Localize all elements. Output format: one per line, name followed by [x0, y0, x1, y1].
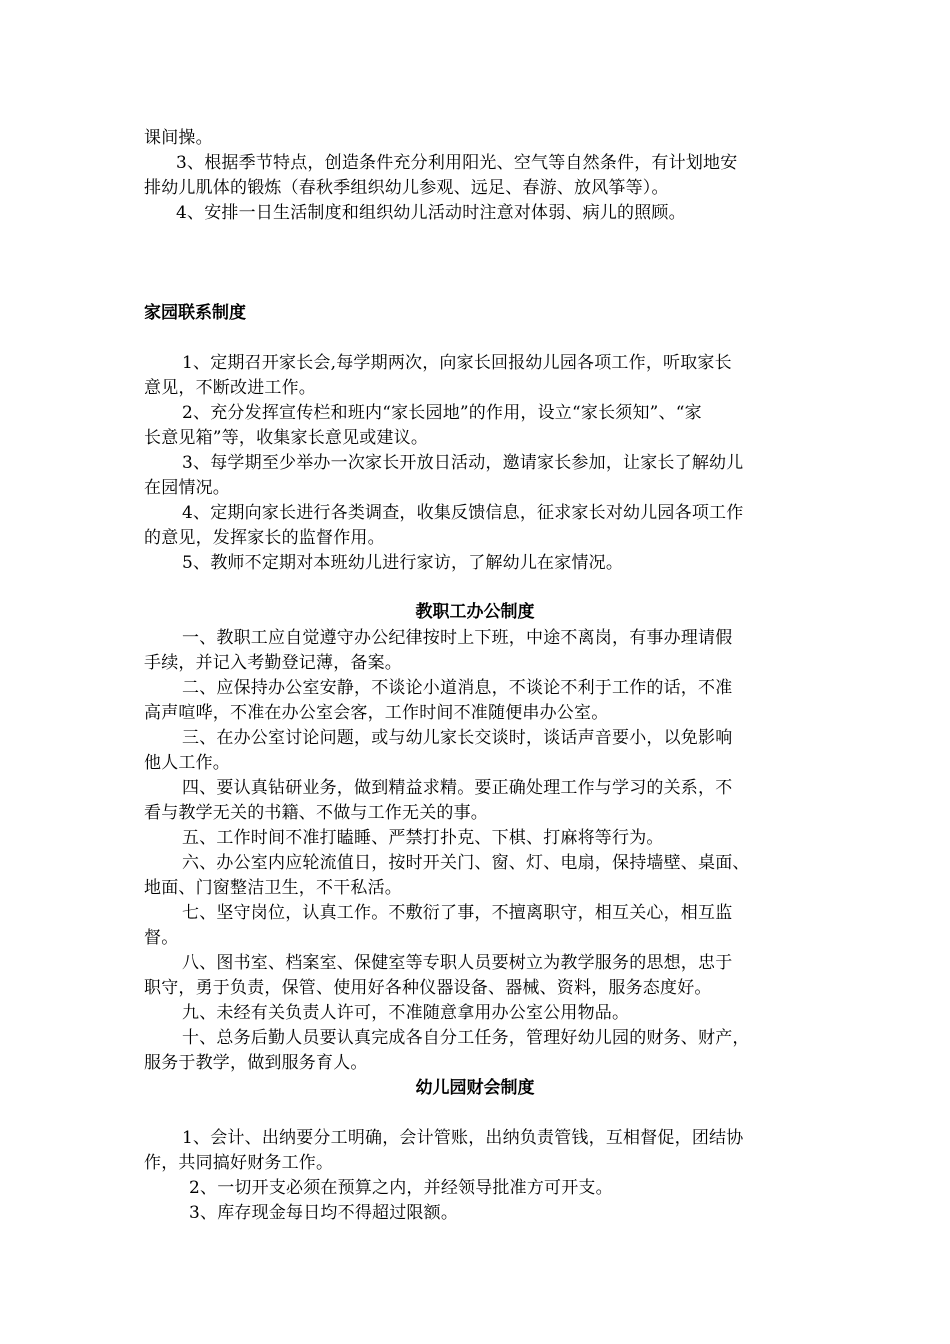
paragraph-line: 长意见箱”等，收集家长意见或建议。: [144, 428, 429, 448]
paragraph-line: 看与教学无关的书籍、不做与工作无关的事。: [144, 803, 488, 823]
paragraph-line: 5、教师不定期对本班幼儿进行家访，了解幼儿在家情况。: [182, 553, 624, 573]
paragraph-line: 地面、门窗整洁卫生，不干私活。: [144, 878, 402, 898]
paragraph-line: 他人工作。: [144, 753, 230, 773]
section-title-office: 教职工办公制度: [415, 602, 535, 622]
paragraph-line: 二、应保持办公室安静，不谈论小道消息，不谈论不利于工作的话，不准: [182, 678, 733, 698]
section-title-home-school: 家园联系制度: [144, 303, 246, 323]
paragraph-line: 高声喧哗，不准在办公室会客，工作时间不准随便串办公室。: [144, 703, 609, 723]
paragraph-line: 五、工作时间不准打瞌睡、严禁打扑克、下棋、打麻将等行为。: [182, 828, 664, 848]
paragraph-line: 的意见，发挥家长的监督作用。: [144, 528, 385, 548]
paragraph-line: 手续，并记入考勤登记薄，备案。: [144, 653, 402, 673]
paragraph-line: 意见，不断改进工作。: [144, 378, 316, 398]
paragraph-line: 督。: [144, 928, 179, 948]
paragraph-line: 九、未经有关负责人许可，不准随意拿用办公室公用物品。: [182, 1003, 630, 1023]
paragraph-line: 3、根据季节特点，创造条件充分利用阳光、空气等自然条件，有计划地安: [176, 153, 738, 173]
paragraph-line: 十、总务后勤人员要认真完成各自分工任务，管理好幼儿园的财务、财产，: [182, 1028, 750, 1048]
paragraph-line: 一、教职工应自觉遵守办公纪律按时上下班，中途不离岗，有事办理请假: [182, 628, 733, 648]
paragraph-line: 三、在办公室讨论问题，或与幼儿家长交谈时，谈话声音要小，以免影响: [182, 728, 733, 748]
paragraph-line: 4、安排一日生活制度和组织幼儿活动时注意对体弱、病儿的照顾。: [176, 203, 686, 223]
paragraph-line: 在园情况。: [144, 478, 230, 498]
paragraph-line: 八、图书室、档案室、保健室等专职人员要树立为教学服务的思想，忠于: [182, 953, 733, 973]
paragraph-line: 四、要认真钻研业务，做到精益求精。要正确处理工作与学习的关系，不: [182, 778, 733, 798]
paragraph-line: 服务于教学，做到服务育人。: [144, 1053, 368, 1073]
paragraph-line: 作，共同搞好财务工作。: [144, 1153, 334, 1173]
paragraph-line: 2、充分发挥宣传栏和班内“家长园地”的作用，设立“家长须知”、“家: [182, 403, 702, 423]
paragraph-line: 1、会计、出纳要分工明确，会计管账，出纳负责管钱，互相督促，团结协: [182, 1128, 744, 1148]
paragraph-line: 3、库存现金每日均不得超过限额。: [189, 1203, 459, 1223]
paragraph-line: 3、每学期至少举办一次家长开放日活动，邀请家长参加，让家长了解幼儿: [182, 453, 744, 473]
paragraph-line: 4、定期向家长进行各类调查，收集反馈信息，征求家长对幼儿园各项工作: [182, 503, 744, 523]
paragraph-line: 职守，勇于负责，保管、使用好各种仪器设备、器械、资料，服务态度好。: [144, 978, 712, 998]
paragraph-line: 2、一切开支必须在预算之内，并经领导批准方可开支。: [189, 1178, 613, 1198]
paragraph-line: 排幼儿肌体的锻炼（春秋季组织幼儿参观、远足、春游、放风筝等）。: [144, 178, 669, 198]
paragraph-line: 七、坚守岗位，认真工作。不敷衍了事，不擅离职守，相互关心，相互监: [182, 903, 733, 923]
section-title-finance: 幼儿园财会制度: [415, 1078, 535, 1098]
paragraph-line: 1、定期召开家长会,每学期两次，向家长回报幼儿园各项工作，听取家长: [182, 353, 732, 373]
paragraph-line: 六、办公室内应轮流值日，按时开关门、窗、灯、电扇，保持墙壁、桌面、: [182, 853, 750, 873]
paragraph-line: 课间操。: [144, 128, 213, 148]
